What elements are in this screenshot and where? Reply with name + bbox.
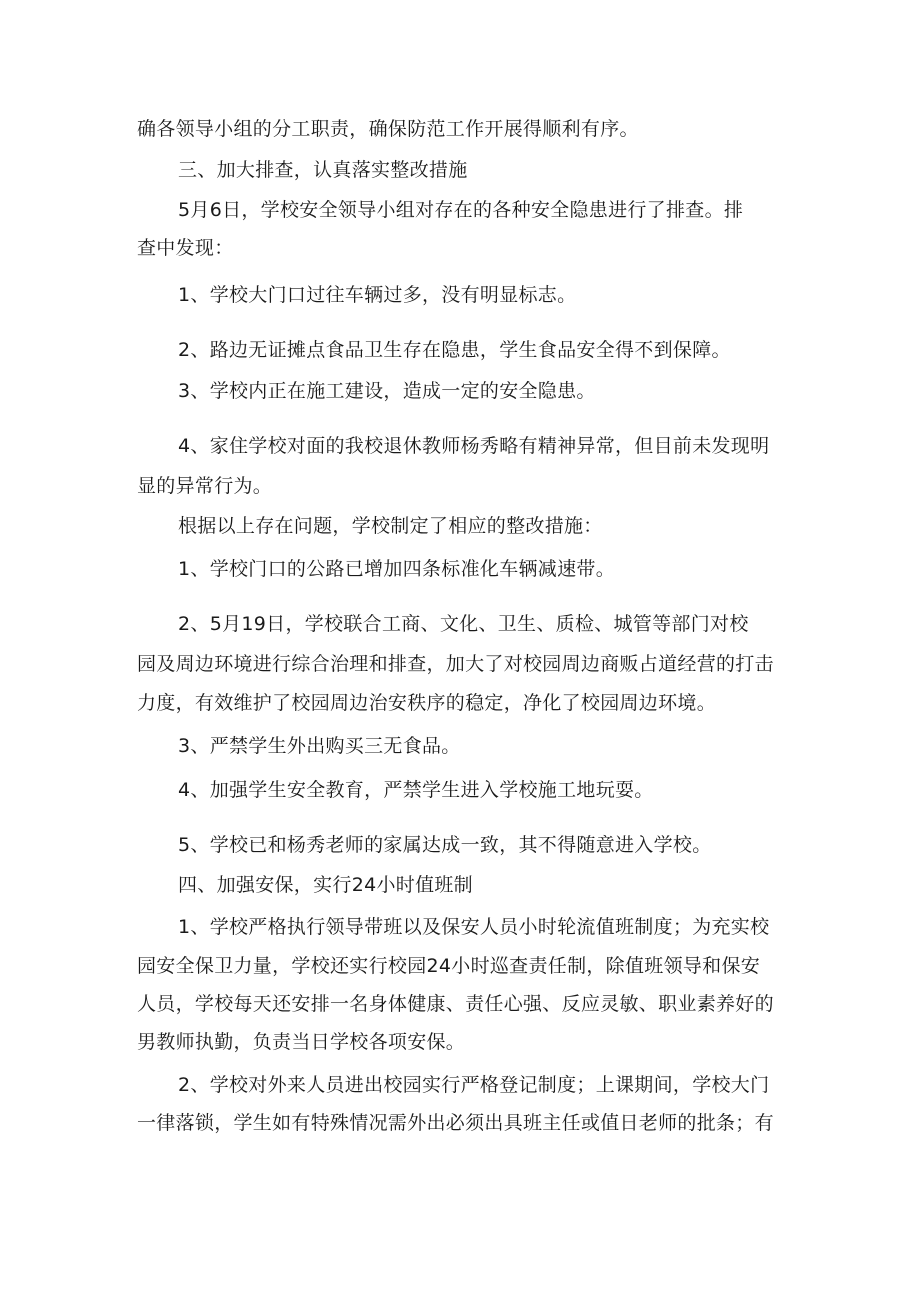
- list-item: 1、学校严格执行领导带班以及保安人员小时轮流值班制度；为充实校: [178, 916, 770, 938]
- list-item: 3、学校内正在施工建设，造成一定的安全隐患。: [178, 380, 596, 402]
- body-text-line: 确各领导小组的分工职责，确保防范工作开展得顺利有序。: [137, 118, 639, 140]
- list-item: 3、严禁学生外出购买三无食品。: [178, 735, 461, 757]
- section-heading: 四、加强安保，实行24小时值班制: [178, 874, 473, 896]
- body-text-line: 男教师执勤，负责当日学校各项安保。: [137, 1031, 466, 1053]
- body-text-line: 显的异常行为。: [137, 475, 273, 497]
- list-item: 1、学校门口的公路已增加四条标准化车辆减速带。: [178, 558, 615, 580]
- list-item: 2、学校对外来人员进出校园实行严格登记制度；上课期间，学校大门: [178, 1074, 770, 1096]
- list-item: 4、加强学生安全教育，严禁学生进入学校施工地玩耍。: [178, 779, 654, 801]
- list-item: 1、学校大门口过往车辆过多，没有明显标志。: [178, 284, 577, 306]
- body-text-line: 园及周边环境进行综合治理和排查，加大了对校园周边商贩占道经营的打击: [137, 653, 774, 675]
- body-text-line: 根据以上存在问题，学校制定了相应的整改措施：: [178, 515, 603, 537]
- body-text-line: 查中发现：: [137, 237, 234, 259]
- body-text-line: 园安全保卫力量，学校还实行校园24小时巡查责任制，除值班领导和保安: [137, 955, 761, 977]
- section-heading: 三、加大排查，认真落实整改措施: [178, 159, 468, 181]
- body-text-line: 人员，学校每天还安排一名身体健康、责任心强、反应灵敏、职业素养好的: [137, 993, 774, 1015]
- body-text-line: 力度，有效维护了校园周边治安秩序的稳定，净化了校园周边环境。: [137, 692, 717, 714]
- list-item: 2、路边无证摊点食品卫生存在隐患，学生食品安全得不到保障。: [178, 339, 731, 361]
- body-text-line: 5月6日，学校安全领导小组对存在的各种安全隐患进行了排查。排: [178, 199, 744, 221]
- list-item: 5、学校已和杨秀老师的家属达成一致，其不得随意进入学校。: [178, 834, 712, 856]
- list-item: 2、5月19日，学校联合工商、文化、卫生、质检、城管等部门对校: [178, 613, 749, 635]
- list-item: 4、家住学校对面的我校退休教师杨秀略有精神异常，但目前未发现明: [178, 435, 770, 457]
- body-text-line: 一律落锁，学生如有特殊情况需外出必须出具班主任或值日老师的批条；有: [137, 1112, 774, 1134]
